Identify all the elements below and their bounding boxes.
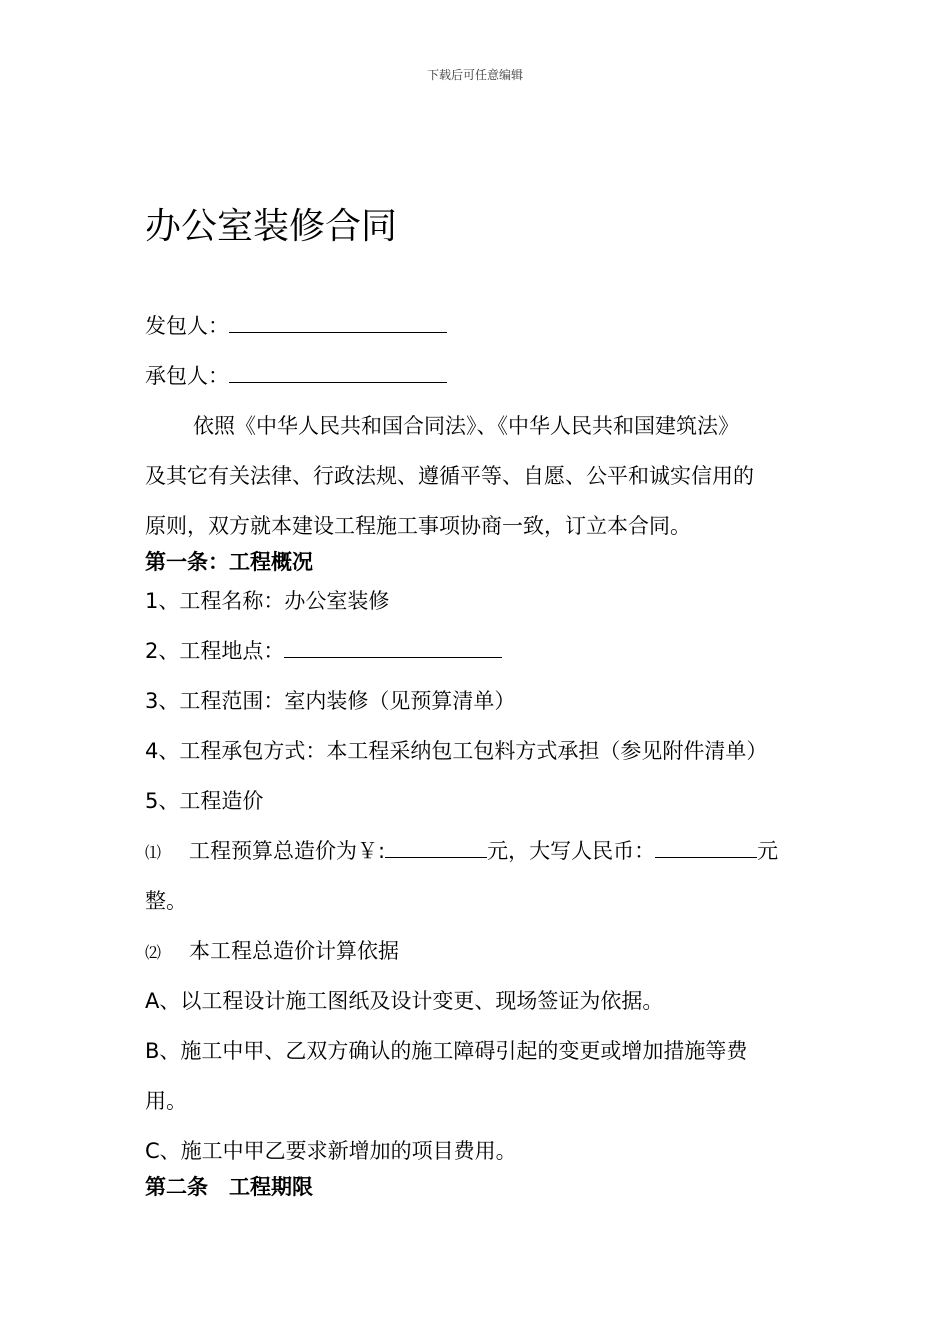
preamble-line-3: 原则，双方就本建设工程施工事项协商一致，订立本合同。	[145, 514, 691, 538]
sub-number-1: ⑴	[145, 843, 162, 862]
basis-a: A、以工程设计施工图纸及设计变更、现场签证为依据。	[145, 989, 664, 1013]
article1-heading: 第一条：工程概况	[145, 550, 313, 574]
capital-amount-blank	[655, 835, 757, 858]
yuan-unit: 元	[757, 839, 779, 863]
employer-label: 发包人：	[145, 314, 229, 338]
employer-blank	[229, 310, 447, 333]
basis-b-cont: 用。	[145, 1089, 187, 1113]
article2-heading: 第二条 工程期限	[145, 1175, 313, 1199]
article1-item-2	[145, 635, 502, 665]
cost-sub-1-cont: 整。	[145, 889, 187, 913]
budget-total-label: 工程预算总造价为￥:	[189, 839, 386, 863]
employer-line	[145, 310, 447, 340]
contractor-blank	[229, 360, 447, 383]
preamble-line-2: 及其它有关法律、行政法规、遵循平等、自愿、公平和诚实信用的	[145, 464, 754, 488]
article1-item-5: 5、工程造价	[145, 789, 264, 813]
preamble-line-1: 依照《中华人民共和国合同法》、《中华人民共和国建筑法》	[193, 414, 739, 438]
basis-b: B、施工中甲、乙双方确认的施工障碍引起的变更或增加措施等费	[145, 1039, 748, 1063]
contractor-label: 承包人：	[145, 364, 229, 388]
cost-sub-1	[145, 835, 778, 865]
capital-amount-label: 元，大写人民币：	[487, 839, 656, 863]
article1-item-4: 4、工程承包方式：本工程采纳包工包料方式承担（参见附件清单）	[145, 739, 768, 763]
document-title: 办公室装修合同	[145, 206, 398, 247]
cost-sub-2	[145, 935, 399, 965]
cost-basis-label: 本工程总造价计算依据	[189, 939, 399, 963]
contractor-line	[145, 360, 447, 390]
location-label: 2、工程地点：	[145, 639, 285, 663]
location-blank	[284, 635, 502, 658]
basis-c: C、施工中甲乙要求新增加的项目费用。	[145, 1139, 517, 1163]
sub-number-2: ⑵	[145, 943, 162, 962]
page-header: 下载后可任意编辑	[426, 68, 523, 82]
article1-item-1: 1、工程名称：办公室装修	[145, 589, 390, 613]
budget-amount-blank	[385, 835, 487, 858]
article1-item-3: 3、工程范围：室内装修（见预算清单）	[145, 689, 516, 713]
